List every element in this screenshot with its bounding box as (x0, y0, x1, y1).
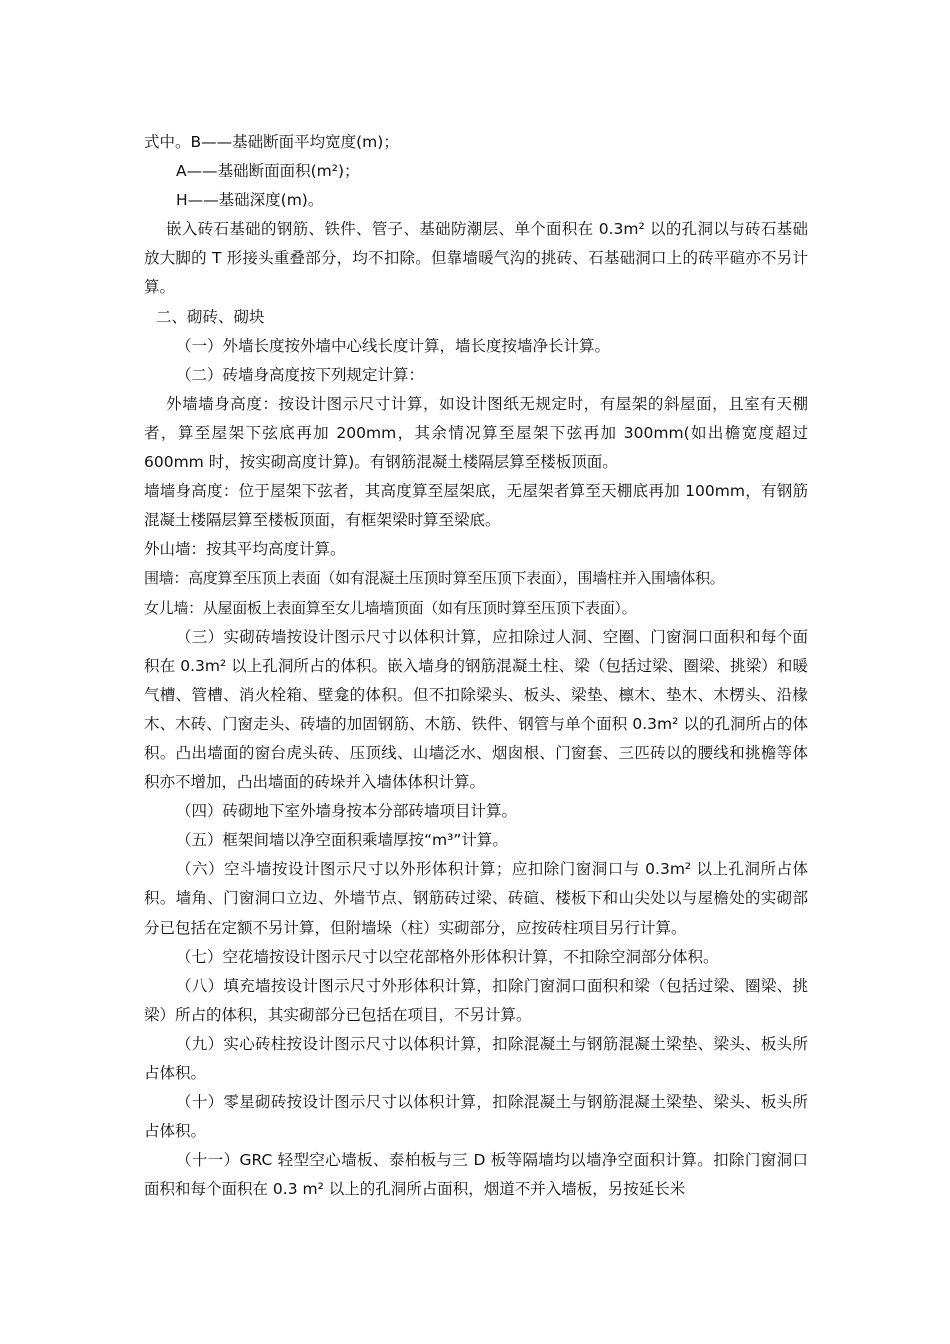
paragraph-embedded-items: 嵌入砖石基础的钢筋、铁件、管子、基础防潮层、单个面积在 0.3m² 以的孔洞以与砖石基础放大脚的 T 形接头重叠部分，均不扣除。但靠墙暖气沟的挑砖、石基础洞口上的砖平碹亦不另计算。 (144, 220, 808, 297)
item-2-wall-height: （二）砖墙身高度按下列规定计算： (176, 365, 425, 384)
item-10-misc-brickwork: （十）零星砌砖按设计图示尺寸以体积计算，扣除混凝土与钢筋混凝土梁垫、梁头、板头所占体积。 (144, 1093, 808, 1141)
formula-area-line: A——基础断面面积(m²)； (176, 162, 360, 181)
item-11-grc-partition: （十一）GRC 轻型空心墙板、泰柏板与三 D 板等隔墙均以墙净空面积计算。扣除门窗洞口面积和每个面积在 0.3 m² 以上的孔洞所占面积，烟道不并入墙板，另按延长米 (144, 1151, 808, 1199)
paragraph-parapet-wall: 女儿墙：从屋面板上表面算至女儿墙墙顶面（如有压顶时算至压顶下表面）。 (144, 598, 637, 617)
item-9-brick-column: （九）实心砖柱按设计图示尺寸以体积计算，扣除混凝土与钢筋混凝土梁垫、梁头、板头所占体积。 (144, 1034, 808, 1082)
item-1-wall-length: （一）外墙长度按外墙中心线长度计算，墙长度按墙净长计算。 (176, 336, 611, 355)
item-7-perforated-wall: （七）空花墙按设计图示尺寸以空花部格外形体积计算，不扣除空洞部分体积。 (176, 947, 719, 966)
formula-intro-line: 式中。B——基础断面平均宽度(m)； (144, 133, 399, 151)
item-5-frame-infill-wall: （五）框架间墙以净空面积乘墙厚按“m³”计算。 (176, 831, 508, 850)
formula-depth-line: H——基础深度(m)。 (176, 191, 324, 210)
item-8-filler-wall: （八）填充墙按设计图示尺寸外形体积计算，扣除门窗洞口面积和梁（包括过梁、圈梁、挑梁）所占的体积，其实砌部分已包括在项目，不另计算。 (144, 976, 808, 1024)
item-4-basement-wall: （四）砖砌地下室外墙身按本分部砖墙项目计算。 (176, 802, 518, 821)
document-body (144, 128, 808, 1204)
item-3-solid-brick-wall: （三）实砌砖墙按设计图示尺寸以体积计算，应扣除过人洞、空圈、门窗洞口面积和每个面积在 0.3m² 以上孔洞所占的体积。嵌入墙身的钢筋混凝土柱、梁（包括过梁、圈梁、挑梁）和暖气槽、管槽、消火栓箱、壁龛的体积。但不扣除梁头、板头、梁垫、檩木、垫木、木楞头、沿椽木、木砖、门窗走头、砖墙的加固钢筋、木筋、铁件、钢管与单个面积 0.3m² 以的孔洞所占的体积。凸出墙面的窗台虎头砖、压顶线、山墙泛水、烟囱根、门窗套、三匹砖以的腰线和挑檐等体积亦不增加，凸出墙面的砖垛并入墙体体积计算。 (144, 627, 808, 792)
paragraph-gable-wall: 外山墙：按其平均高度计算。 (144, 540, 346, 559)
section-heading-brick-masonry: 二、砌砖、砌块 (156, 307, 265, 326)
paragraph-exterior-wall-height: 外墙墙身高度：按设计图示尺寸计算，如设计图纸无规定时，有屋架的斜屋面，且室有天棚者，算至屋架下弦底再加 200mm，其余情况算至屋架下弦再加 300mm(如出檐宽度超过 600mm 时，按实砌高度计算)。有钢筋混凝土楼隔层算至楼板顶面。 (144, 394, 808, 472)
paragraph-fence-wall: 围墙：高度算至压顶上表面（如有混凝土压顶时算至压顶下表面），围墙柱并入围墙体积。 (144, 569, 725, 588)
paragraph-interior-wall-height: 墙墙身高度：位于屋架下弦者，其高度算至屋架底，无屋架者算至天棚底再加 100mm，有钢筋混凝土楼隔层算至楼板顶面，有框架梁时算至梁底。 (144, 482, 808, 530)
item-6-hollow-wall: （六）空斗墙按设计图示尺寸以外形体积计算；应扣除门窗洞口与 0.3m² 以上孔洞所占体积。墙角、门窗洞口立边、外墙节点、钢筋砖过梁、砖碹、楼板下和山尖处以与屋檐处的实砌部分已包括在定额不另计算，但附墙垛（柱）实砌部分，应按砖柱项目另行计算。 (144, 860, 808, 937)
